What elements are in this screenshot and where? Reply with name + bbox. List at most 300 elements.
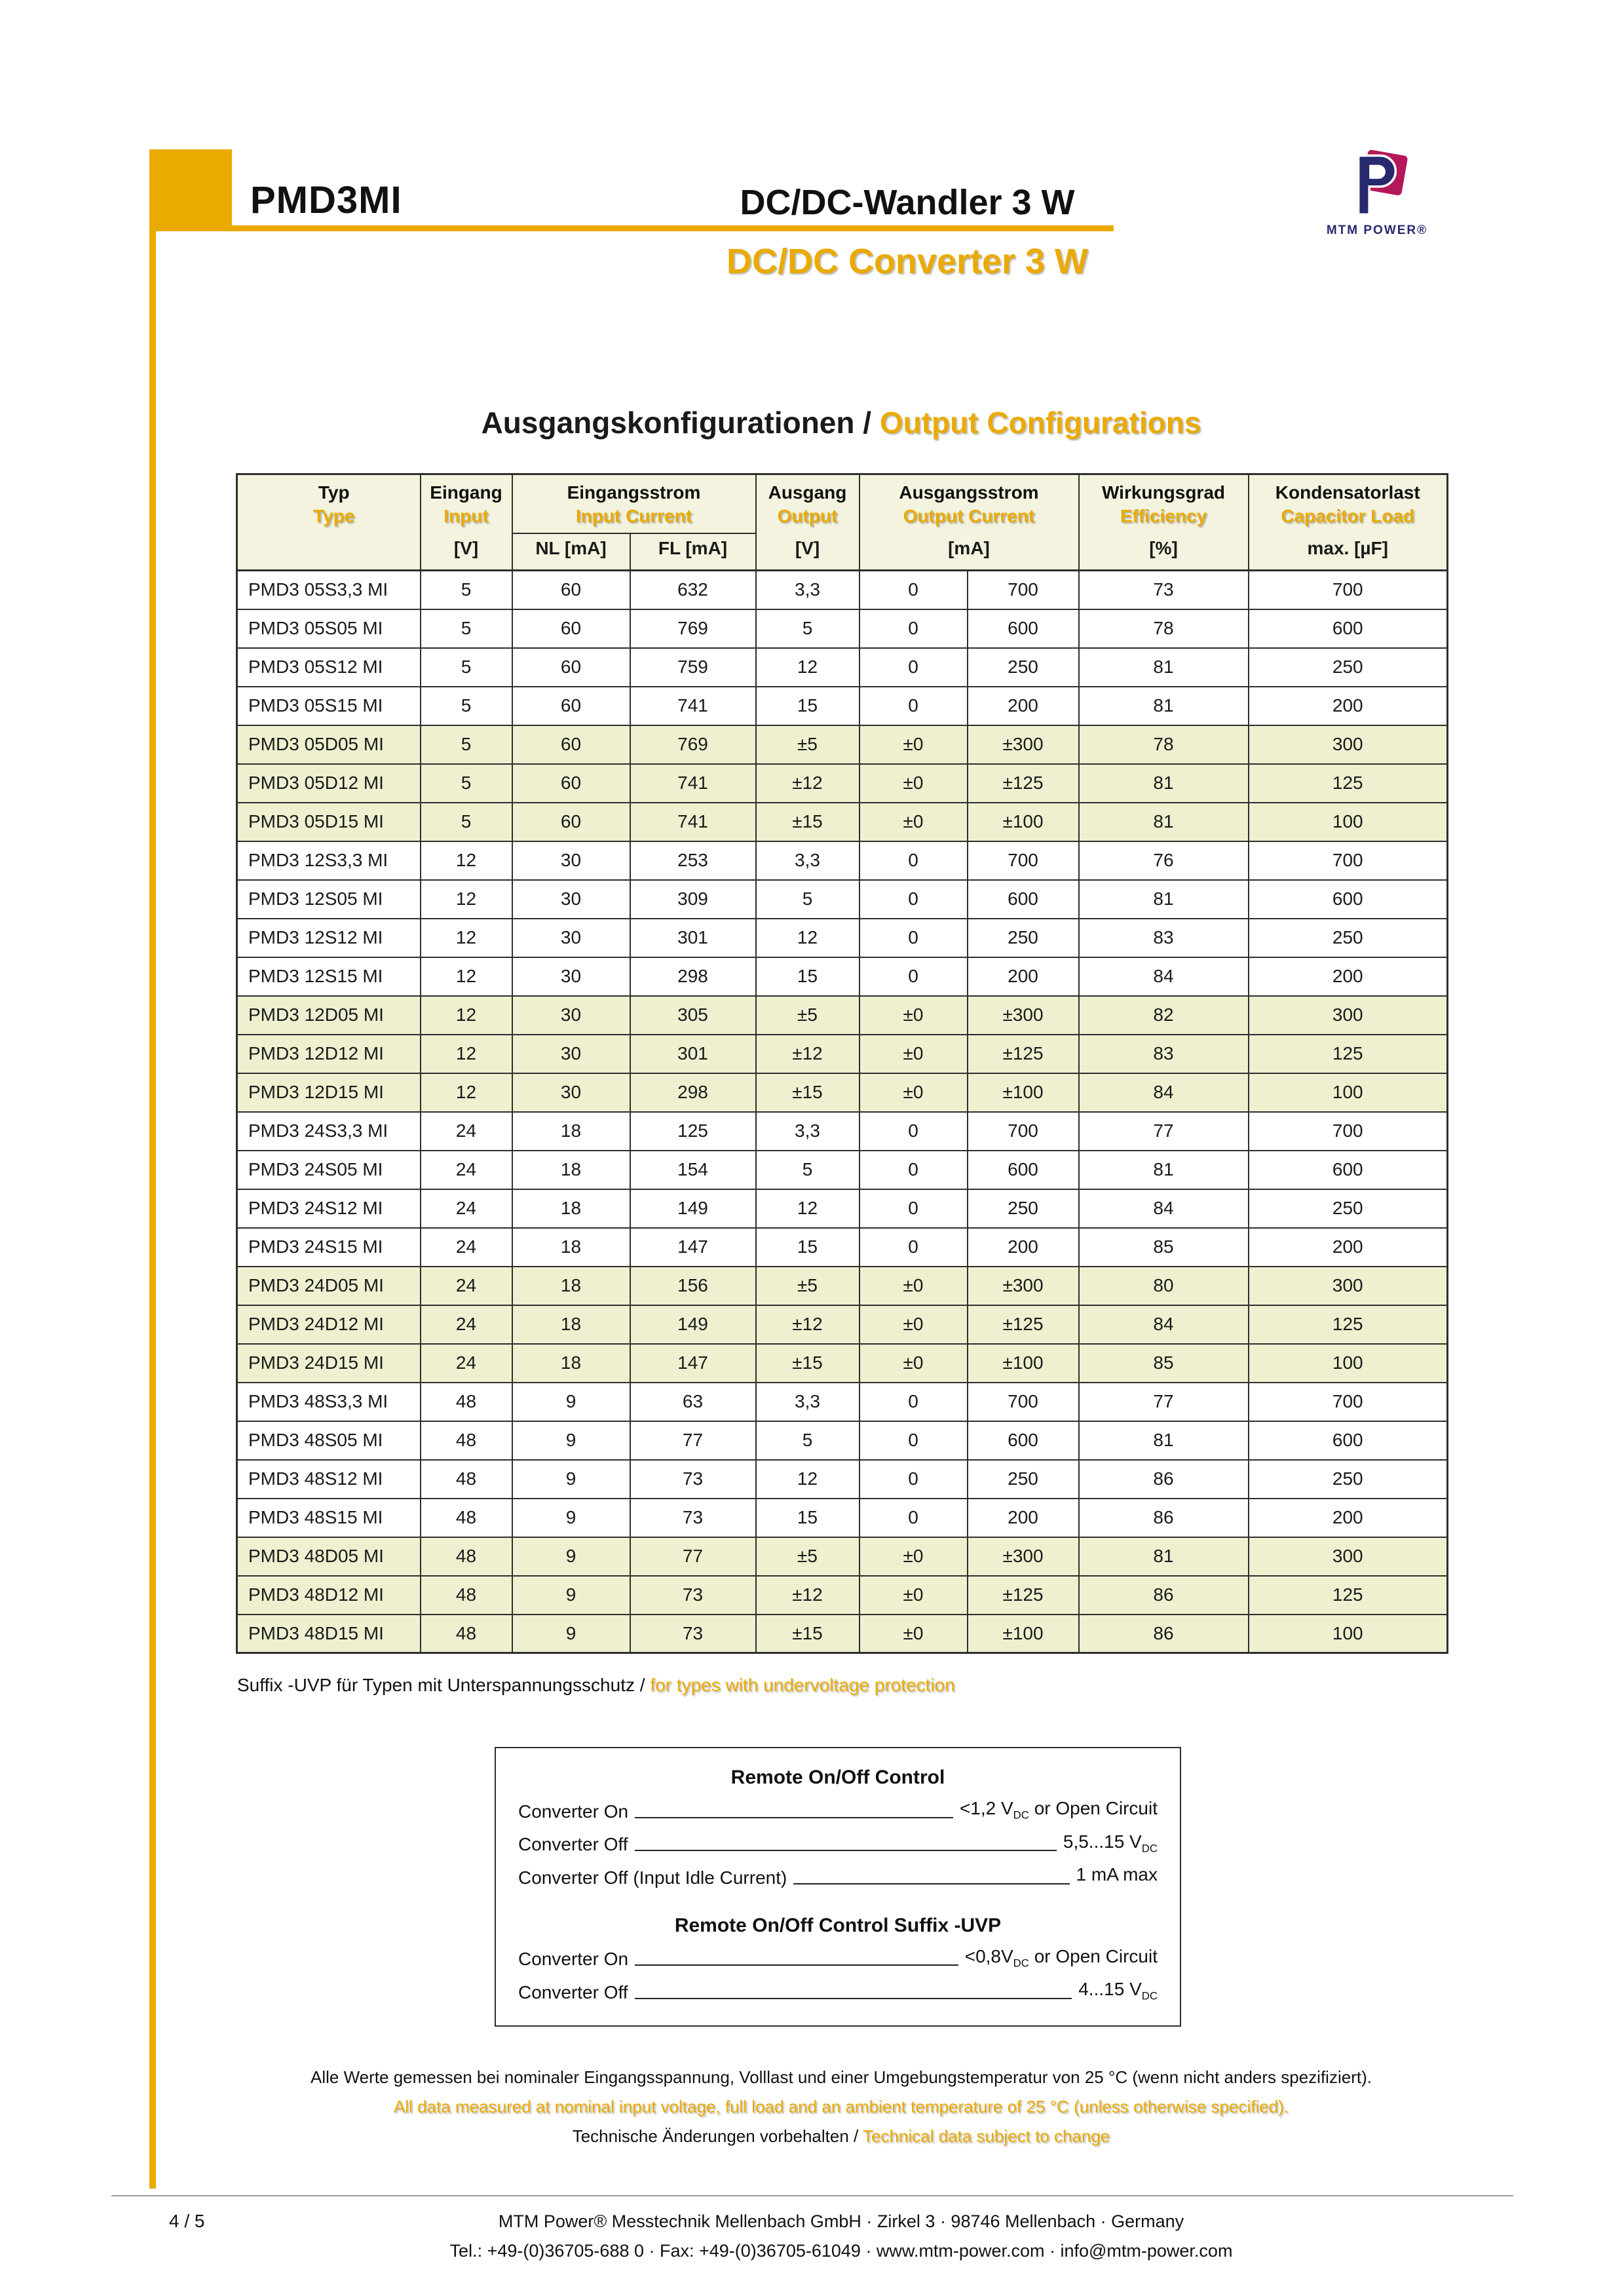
cell-efficiency: 84 (1079, 1073, 1249, 1112)
cell-output-voltage: ±12 (756, 1576, 859, 1615)
cell-output-voltage: 3,3 (756, 841, 859, 880)
cell-input-voltage: 48 (421, 1537, 512, 1576)
cell-capacitor-load: 600 (1249, 1421, 1448, 1460)
remote-title-2: Remote On/Off Control Suffix -UVP (674, 1914, 1002, 1936)
remote-uvp-row-converter-on (518, 1946, 1158, 1970)
cell-nl-current: 60 (512, 764, 630, 803)
cell-efficiency: 83 (1079, 919, 1249, 957)
leader-line (635, 1998, 1072, 1999)
remote-row-value (960, 1798, 1158, 1822)
cell-input-voltage: 5 (421, 648, 512, 687)
cell-fl-current: 741 (630, 803, 756, 841)
value-text: <0,8V (964, 1945, 1013, 1966)
cell-input-voltage: 48 (421, 1576, 512, 1615)
cell-output-voltage: 15 (756, 957, 859, 996)
cell-type: PMD3 05D05 MI (237, 725, 421, 764)
table-row (237, 1344, 1448, 1383)
cell-type: PMD3 24S15 MI (237, 1228, 421, 1267)
cell-output-voltage: ±5 (756, 1537, 859, 1576)
cell-output-current-min: 0 (859, 1151, 968, 1189)
cell-fl-current: 298 (630, 957, 756, 996)
cell-nl-current: 30 (512, 841, 630, 880)
table-row (237, 725, 1448, 764)
cell-input-voltage: 5 (421, 725, 512, 764)
table-row (237, 687, 1448, 725)
cell-fl-current: 759 (630, 648, 756, 687)
cell-output-current-max: 700 (968, 571, 1079, 609)
value-subscript: DC (1141, 1989, 1158, 2002)
cell-output-current-min: 0 (859, 1460, 968, 1499)
cell-nl-current: 9 (512, 1499, 630, 1537)
cell-input-voltage: 12 (421, 841, 512, 880)
footer-address-line: MTM Power® Messtechnik Mellenbach GmbH · Zirkel 3 · 98746 Mellenbach · Germany (498, 2211, 1184, 2231)
cell-output-current-min: 0 (859, 687, 968, 725)
col-header-type-en: Type (313, 506, 355, 526)
cell-fl-current: 301 (630, 919, 756, 957)
leader-line (635, 1964, 958, 1966)
cell-efficiency: 83 (1079, 1035, 1249, 1073)
cell-fl-current: 769 (630, 609, 756, 648)
cell-input-voltage: 24 (421, 1112, 512, 1151)
suffix-note (237, 1675, 955, 1696)
cell-input-voltage: 5 (421, 803, 512, 841)
cell-type: PMD3 48S05 MI (237, 1421, 421, 1460)
cell-output-voltage: ±15 (756, 1615, 859, 1653)
cell-type: PMD3 12S12 MI (237, 919, 421, 957)
col-header-efficiency (1079, 474, 1249, 534)
cell-output-current-max: ±100 (968, 1344, 1079, 1383)
cell-output-current-min: ±0 (859, 764, 968, 803)
cell-input-voltage: 48 (421, 1421, 512, 1460)
cell-fl-current: 253 (630, 841, 756, 880)
mtm-power-logo-mark (1338, 149, 1416, 218)
cell-efficiency: 76 (1079, 841, 1249, 880)
remote-row-label: Converter On (518, 1949, 629, 1970)
table-row (237, 1421, 1448, 1460)
section-title-en: Output Configurations (879, 406, 1201, 440)
cell-nl-current: 30 (512, 996, 630, 1035)
cell-type: PMD3 12S05 MI (237, 880, 421, 919)
cell-output-current-max: 200 (968, 1228, 1079, 1267)
cell-input-voltage: 12 (421, 1073, 512, 1112)
product-title: PMD3MI (250, 179, 402, 221)
cell-efficiency: 86 (1079, 1576, 1249, 1615)
cell-output-voltage: 5 (756, 609, 859, 648)
cell-nl-current: 9 (512, 1615, 630, 1653)
cell-efficiency: 84 (1079, 957, 1249, 996)
cell-output-voltage: ±15 (756, 1344, 859, 1383)
footer-contact-line: Tel.: +49-(0)36705-688 0 · Fax: +49-(0)36705-61049 · www.mtm-power.com · info@mtm-power.com (449, 2241, 1233, 2261)
cell-input-voltage: 24 (421, 1228, 512, 1267)
cell-output-current-min: ±0 (859, 1035, 968, 1073)
cell-efficiency: 81 (1079, 880, 1249, 919)
cell-efficiency: 86 (1079, 1615, 1249, 1653)
cell-output-current-min: 0 (859, 571, 968, 609)
cell-nl-current: 9 (512, 1460, 630, 1499)
cell-nl-current: 18 (512, 1151, 630, 1189)
cell-output-voltage: ±12 (756, 764, 859, 803)
cell-output-current-min: 0 (859, 648, 968, 687)
cell-efficiency: 85 (1079, 1344, 1249, 1383)
cell-capacitor-load: 250 (1249, 648, 1448, 687)
cell-nl-current: 30 (512, 1073, 630, 1112)
cell-output-voltage: 5 (756, 1421, 859, 1460)
cell-capacitor-load: 100 (1249, 803, 1448, 841)
cell-output-current-max: ±300 (968, 725, 1079, 764)
col-header-capacitor-load (1249, 474, 1448, 534)
mtm-power-logo-text: MTM POWER® (1326, 223, 1428, 237)
cell-input-voltage: 12 (421, 996, 512, 1035)
cell-fl-current: 63 (630, 1383, 756, 1421)
cell-output-current-min: 0 (859, 957, 968, 996)
cell-nl-current: 30 (512, 957, 630, 996)
cell-input-voltage: 5 (421, 571, 512, 609)
col-header-efficiency-de: Wirkungsgrad (1102, 482, 1225, 503)
section-title-de: Ausgangskonfigurationen / (481, 406, 880, 440)
cell-efficiency: 73 (1079, 571, 1249, 609)
cell-output-current-min: 0 (859, 841, 968, 880)
remote-row-label: Converter On (518, 1801, 629, 1822)
cell-fl-current: 301 (630, 1035, 756, 1073)
cell-output-current-max: 700 (968, 841, 1079, 880)
cell-output-current-max: 600 (968, 880, 1079, 919)
cell-output-voltage: 5 (756, 1151, 859, 1189)
cell-output-voltage: 12 (756, 1189, 859, 1228)
cell-type: PMD3 12D12 MI (237, 1035, 421, 1073)
cell-nl-current: 18 (512, 1228, 630, 1267)
cell-output-current-max: ±300 (968, 1537, 1079, 1576)
table-header (237, 474, 1448, 571)
cell-output-voltage: 3,3 (756, 1112, 859, 1151)
cell-input-voltage: 48 (421, 1460, 512, 1499)
cell-output-voltage: 15 (756, 1499, 859, 1537)
cell-output-current-max: 250 (968, 1189, 1079, 1228)
cell-output-voltage: 12 (756, 919, 859, 957)
cell-type: PMD3 05S05 MI (237, 609, 421, 648)
leader-line (635, 1817, 953, 1818)
cell-output-voltage: 15 (756, 1228, 859, 1267)
cell-efficiency: 78 (1079, 609, 1249, 648)
cell-capacitor-load: 100 (1249, 1344, 1448, 1383)
unit-efficiency: [%] (1079, 533, 1249, 571)
section-title (236, 405, 1446, 440)
cell-input-voltage: 48 (421, 1615, 512, 1653)
cell-fl-current: 73 (630, 1460, 756, 1499)
table-row (237, 1267, 1448, 1305)
cell-output-current-max: ±125 (968, 1305, 1079, 1344)
cell-capacitor-load: 300 (1249, 1267, 1448, 1305)
cell-capacitor-load: 200 (1249, 1499, 1448, 1537)
cell-capacitor-load: 200 (1249, 957, 1448, 996)
cell-type: PMD3 48D15 MI (237, 1615, 421, 1653)
table-row (237, 1228, 1448, 1267)
cell-fl-current: 769 (630, 725, 756, 764)
col-header-output (756, 474, 859, 534)
cell-type: PMD3 48S3,3 MI (237, 1383, 421, 1421)
cell-output-voltage: ±15 (756, 1073, 859, 1112)
cell-output-current-max: ±300 (968, 996, 1079, 1035)
remote-title-1: Remote On/Off Control (730, 1767, 945, 1788)
cell-output-current-min: 0 (859, 609, 968, 648)
value-text-post: or Open Circuit (1029, 1798, 1158, 1818)
cell-output-current-min: ±0 (859, 803, 968, 841)
cell-input-voltage: 12 (421, 880, 512, 919)
cell-type: PMD3 24D12 MI (237, 1305, 421, 1344)
page-number: 4 / 5 (169, 2211, 205, 2231)
unit-fl: FL [mA] (630, 533, 756, 571)
cell-nl-current: 9 (512, 1421, 630, 1460)
cell-nl-current: 9 (512, 1383, 630, 1421)
cell-output-current-min: ±0 (859, 1267, 968, 1305)
cell-efficiency: 84 (1079, 1305, 1249, 1344)
remote-uvp-row-converter-off (518, 1979, 1158, 2003)
remote-row-value (1078, 1979, 1158, 2003)
value-text-post: or Open Circuit (1029, 1945, 1158, 1966)
cell-output-current-max: 200 (968, 687, 1079, 725)
cell-capacitor-load: 600 (1249, 609, 1448, 648)
cell-output-current-min: ±0 (859, 1073, 968, 1112)
table-row (237, 880, 1448, 919)
cell-input-voltage: 5 (421, 609, 512, 648)
cell-nl-current: 30 (512, 880, 630, 919)
table-row (237, 803, 1448, 841)
cell-input-voltage: 12 (421, 1035, 512, 1073)
remote-row-converter-on (518, 1798, 1158, 1822)
cell-output-current-max: ±300 (968, 1267, 1079, 1305)
cell-output-current-max: 600 (968, 1421, 1079, 1460)
col-header-output-de: Ausgang (768, 482, 847, 503)
cell-output-current-min: 0 (859, 1112, 968, 1151)
cell-output-current-min: ±0 (859, 725, 968, 764)
cell-efficiency: 81 (1079, 1537, 1249, 1576)
remote-row-label: Converter Off (518, 1981, 628, 2002)
cell-efficiency: 81 (1079, 1151, 1249, 1189)
cell-type: PMD3 12S15 MI (237, 957, 421, 996)
value-text: 5,5...15 V (1063, 1831, 1142, 1852)
footer-company-info (236, 2207, 1446, 2266)
mtm-power-logo (1318, 149, 1436, 238)
col-header-efficiency-en: Efficiency (1120, 506, 1207, 526)
remote-row-value (965, 1946, 1158, 1970)
remote-row-label: Converter Off (Input Idle Current) (518, 1867, 787, 1888)
cell-capacitor-load: 700 (1249, 571, 1448, 609)
cell-input-voltage: 12 (421, 919, 512, 957)
cell-type: PMD3 24D05 MI (237, 1267, 421, 1305)
cell-output-voltage: 3,3 (756, 1383, 859, 1421)
table-row (237, 957, 1448, 996)
note-german: Alle Werte gemessen bei nominaler Eingangsspannung, Volllast und einer Umgebungstemperatur von 25 °C (wenn nicht anders spezifiziert). (311, 2067, 1372, 2087)
col-header-type-de: Typ (318, 482, 350, 503)
cell-fl-current: 309 (630, 880, 756, 919)
col-header-output-current (859, 474, 1079, 534)
value-text: 4...15 V (1078, 1979, 1142, 2000)
cell-fl-current: 305 (630, 996, 756, 1035)
cell-output-voltage: ±12 (756, 1305, 859, 1344)
cell-type: PMD3 24S12 MI (237, 1189, 421, 1228)
cell-type: PMD3 24S3,3 MI (237, 1112, 421, 1151)
leader-line (793, 1883, 1069, 1885)
cell-output-current-min: ±0 (859, 1344, 968, 1383)
table-row (237, 1073, 1448, 1112)
footer-divider (111, 2195, 1513, 2196)
cell-fl-current: 149 (630, 1189, 756, 1228)
cell-output-voltage: ±5 (756, 725, 859, 764)
cell-efficiency: 80 (1079, 1267, 1249, 1305)
cell-type: PMD3 48S15 MI (237, 1499, 421, 1537)
cell-fl-current: 298 (630, 1073, 756, 1112)
cell-nl-current: 18 (512, 1112, 630, 1151)
remote-control-box (495, 1747, 1181, 2027)
remote-row-label: Converter Off (518, 1834, 628, 1855)
table-row (237, 1460, 1448, 1499)
cell-output-current-min: ±0 (859, 1576, 968, 1615)
cell-output-current-min: 0 (859, 919, 968, 957)
cell-capacitor-load: 300 (1249, 996, 1448, 1035)
col-header-capacitor-load-en: Capacitor Load (1281, 506, 1415, 526)
cell-capacitor-load: 700 (1249, 1383, 1448, 1421)
cell-output-current-max: 200 (968, 1499, 1079, 1537)
cell-type: PMD3 48D12 MI (237, 1576, 421, 1615)
table-row (237, 1499, 1448, 1537)
footnotes (236, 2063, 1446, 2151)
table-row (237, 996, 1448, 1035)
cell-output-voltage: ±15 (756, 803, 859, 841)
cell-input-voltage: 24 (421, 1267, 512, 1305)
cell-output-voltage: 5 (756, 880, 859, 919)
cell-capacitor-load: 300 (1249, 1537, 1448, 1576)
cell-output-voltage: 12 (756, 648, 859, 687)
cell-fl-current: 73 (630, 1499, 756, 1537)
cell-type: PMD3 05D12 MI (237, 764, 421, 803)
cell-capacitor-load: 125 (1249, 764, 1448, 803)
cell-output-current-max: 600 (968, 1151, 1079, 1189)
cell-output-current-min: ±0 (859, 1305, 968, 1344)
col-header-output-current-en: Output Current (903, 506, 1035, 526)
cell-efficiency: 82 (1079, 996, 1249, 1035)
table-row (237, 1112, 1448, 1151)
cell-output-voltage: ±5 (756, 1267, 859, 1305)
unit-nl: NL [mA] (512, 533, 630, 571)
cell-output-current-min: ±0 (859, 1615, 968, 1653)
table-row (237, 841, 1448, 880)
cell-nl-current: 60 (512, 648, 630, 687)
cell-efficiency: 81 (1079, 687, 1249, 725)
cell-nl-current: 30 (512, 1035, 630, 1073)
cell-output-current-max: ±100 (968, 803, 1079, 841)
cell-output-current-min: 0 (859, 880, 968, 919)
cell-type: PMD3 12D05 MI (237, 996, 421, 1035)
table-row (237, 1537, 1448, 1576)
cell-efficiency: 85 (1079, 1228, 1249, 1267)
cell-fl-current: 154 (630, 1151, 756, 1189)
cell-fl-current: 125 (630, 1112, 756, 1151)
cell-fl-current: 77 (630, 1421, 756, 1460)
cell-nl-current: 18 (512, 1267, 630, 1305)
cell-output-current-max: 250 (968, 648, 1079, 687)
cell-nl-current: 60 (512, 803, 630, 841)
cell-input-voltage: 5 (421, 687, 512, 725)
cell-capacitor-load: 125 (1249, 1035, 1448, 1073)
cell-capacitor-load: 600 (1249, 880, 1448, 919)
cell-output-current-max: ±100 (968, 1073, 1079, 1112)
remote-row-idle-current (518, 1864, 1158, 1888)
cell-nl-current: 9 (512, 1537, 630, 1576)
cell-type: PMD3 12S3,3 MI (237, 841, 421, 880)
cell-capacitor-load: 125 (1249, 1576, 1448, 1615)
cell-capacitor-load: 125 (1249, 1305, 1448, 1344)
table-row (237, 919, 1448, 957)
header-accent-line (149, 225, 1114, 231)
cell-capacitor-load: 200 (1249, 687, 1448, 725)
value-text: <1,2 V (959, 1798, 1013, 1818)
cell-fl-current: 77 (630, 1537, 756, 1576)
remote-row-converter-off (518, 1831, 1158, 1856)
table-row (237, 1151, 1448, 1189)
cell-output-current-max: ±100 (968, 1615, 1079, 1653)
table-row (237, 648, 1448, 687)
col-header-input (421, 474, 512, 534)
cell-type: PMD3 12D15 MI (237, 1073, 421, 1112)
cell-nl-current: 18 (512, 1344, 630, 1383)
cell-fl-current: 741 (630, 687, 756, 725)
cell-output-current-max: 250 (968, 1460, 1079, 1499)
cell-input-voltage: 24 (421, 1151, 512, 1189)
cell-output-current-min: ±0 (859, 996, 968, 1035)
cell-output-current-max: 700 (968, 1112, 1079, 1151)
cell-efficiency: 84 (1079, 1189, 1249, 1228)
table-row (237, 571, 1448, 609)
cell-type: PMD3 05S12 MI (237, 648, 421, 687)
cell-type: PMD3 24D15 MI (237, 1344, 421, 1383)
cell-fl-current: 149 (630, 1305, 756, 1344)
cell-efficiency: 86 (1079, 1460, 1249, 1499)
table-row (237, 1615, 1448, 1653)
col-header-input-current-en: Input Current (575, 506, 692, 526)
cell-fl-current: 73 (630, 1576, 756, 1615)
table-row (237, 1305, 1448, 1344)
cell-capacitor-load: 250 (1249, 1460, 1448, 1499)
table-row (237, 1035, 1448, 1073)
cell-fl-current: 73 (630, 1615, 756, 1653)
cell-type: PMD3 24S05 MI (237, 1151, 421, 1189)
table-row (237, 1189, 1448, 1228)
value-subscript: DC (1013, 1808, 1029, 1822)
cell-capacitor-load: 250 (1249, 919, 1448, 957)
left-accent-line (149, 149, 156, 2189)
remote-row-value (1076, 1864, 1158, 1888)
suffix-note-de: Suffix -UVP für Typen mit Unterspannungsschutz / (237, 1675, 651, 1695)
note-changes (236, 2122, 1446, 2151)
cell-efficiency: 77 (1079, 1383, 1249, 1421)
col-header-input-current-de: Eingangsstrom (567, 482, 701, 503)
cell-output-current-max: 200 (968, 957, 1079, 996)
col-header-input-de: Eingang (430, 482, 502, 503)
col-header-type (237, 474, 421, 571)
col-header-output-current-de: Ausgangsstrom (899, 482, 1039, 503)
cell-efficiency: 81 (1079, 648, 1249, 687)
cell-nl-current: 9 (512, 1576, 630, 1615)
table-row (237, 1383, 1448, 1421)
cell-fl-current: 147 (630, 1228, 756, 1267)
cell-efficiency: 77 (1079, 1112, 1249, 1151)
output-config-table-body (237, 571, 1448, 1653)
cell-fl-current: 632 (630, 571, 756, 609)
col-header-input-en: Input (444, 506, 489, 526)
cell-type: PMD3 05S3,3 MI (237, 571, 421, 609)
cell-output-current-min: ±0 (859, 1537, 968, 1576)
cell-fl-current: 741 (630, 764, 756, 803)
cell-output-voltage: 3,3 (756, 571, 859, 609)
